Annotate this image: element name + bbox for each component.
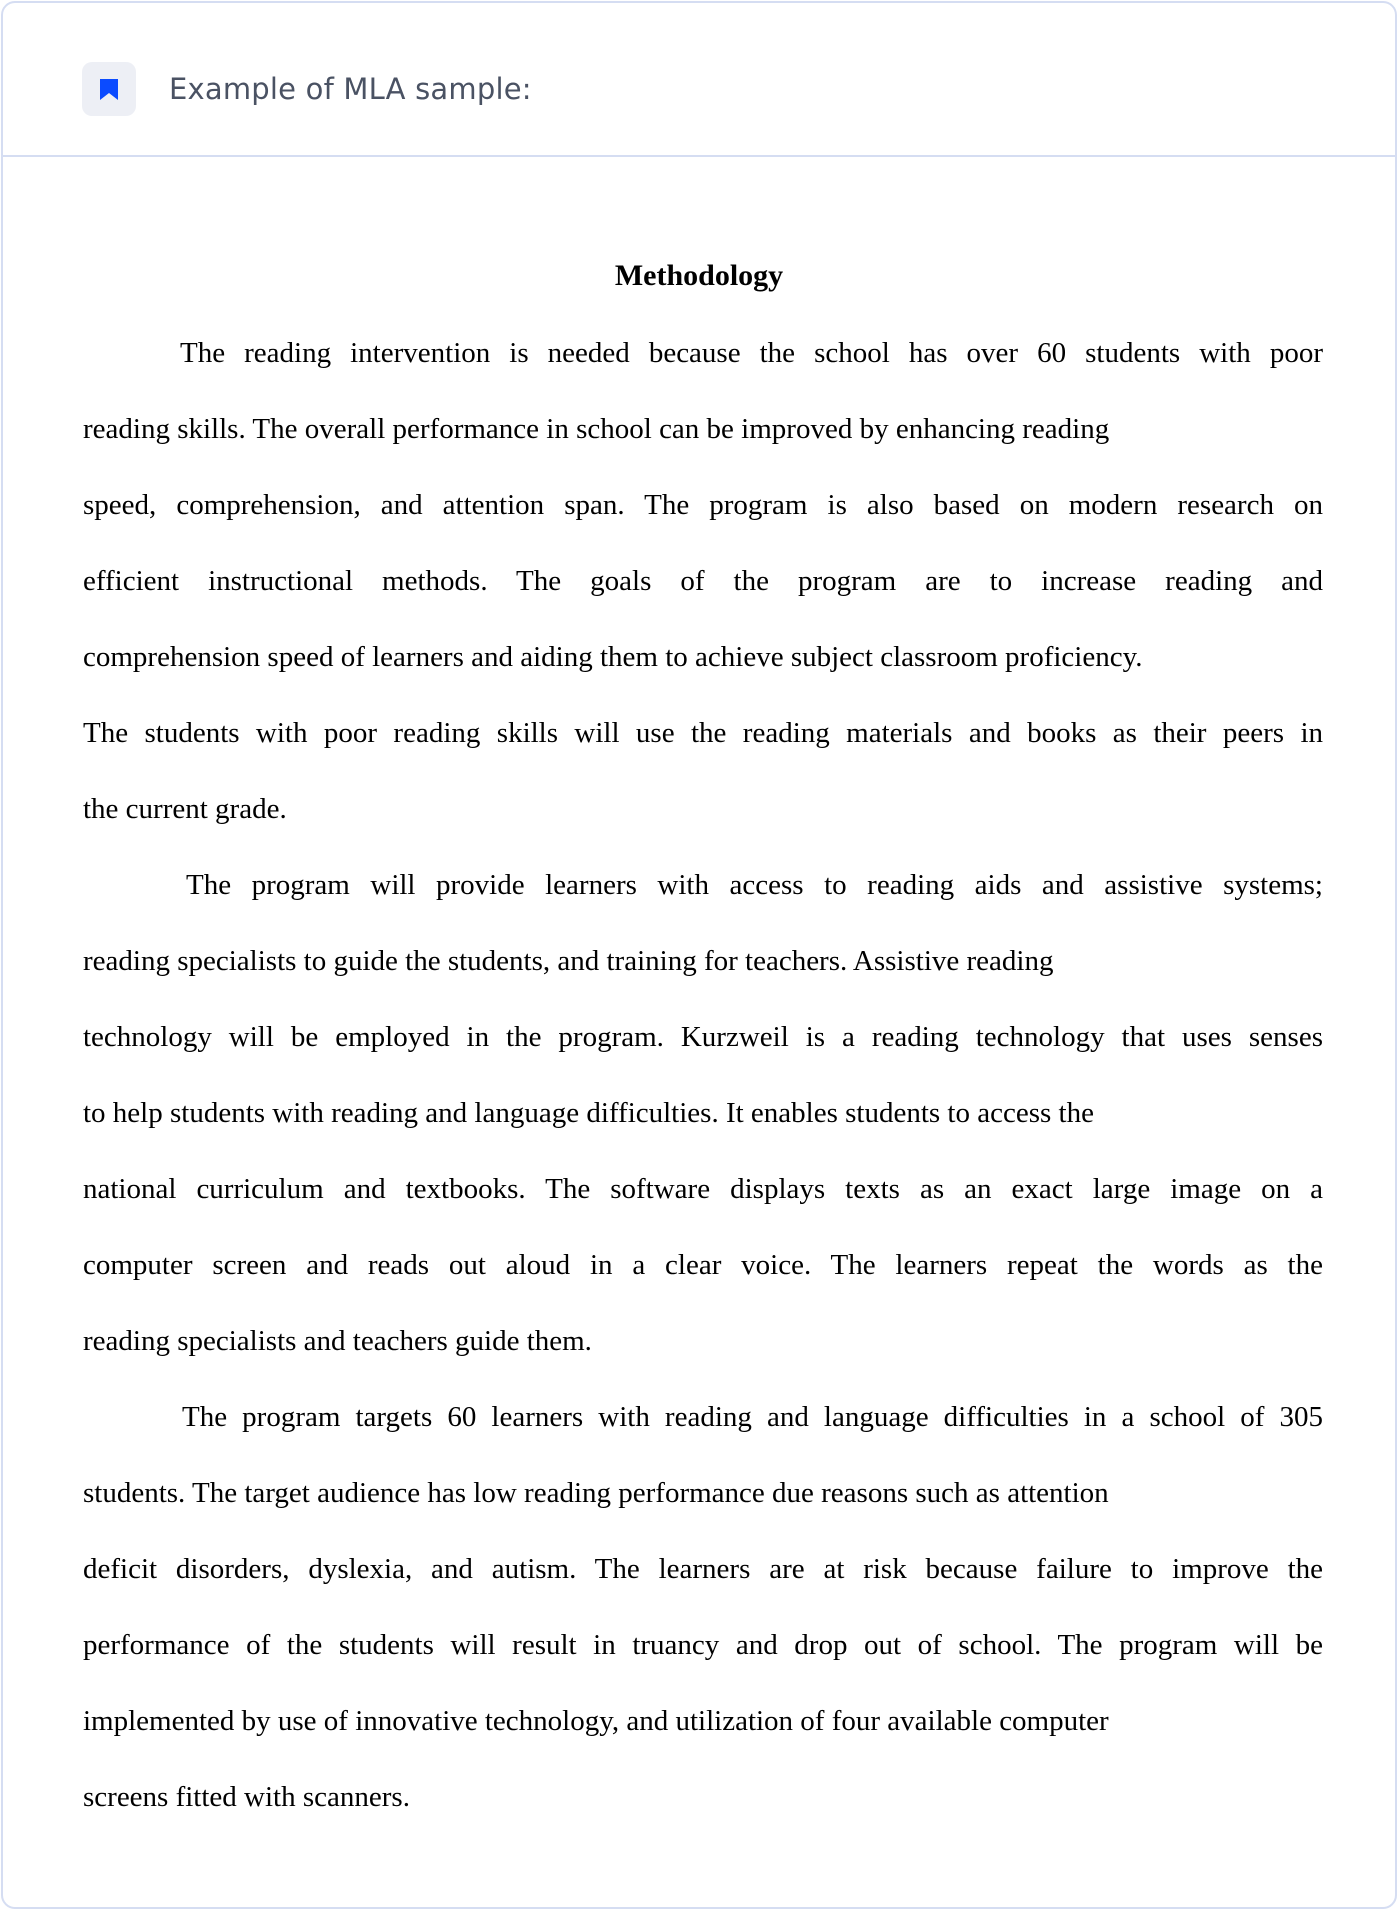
text-line: The program targets 60 learners with reading and language difficulties in a school of 305 [182,1401,1323,1433]
header-title: Example of MLA sample: [169,72,532,106]
text-line: The reading intervention is needed because the school has over 60 students with poor [180,337,1323,369]
text-line: reading specialists to guide the students, and training for teachers. Assistive reading [83,945,1054,977]
text-line: national curriculum and textbooks. The software displays texts as an exact large image on a [83,1173,1323,1205]
text-line: reading skills. The overall performance in school can be improved by enhancing reading [83,413,1110,445]
text-line: The students with poor reading skills will use the reading materials and books as their peers in [83,717,1323,749]
text-line: screens fitted with scanners. [83,1781,410,1813]
text-line: reading specialists and teachers guide them. [83,1325,592,1357]
text-line: implemented by use of innovative technology, and utilization of four available computer [83,1705,1109,1737]
text-line: efficient instructional methods. The goals of the program are to increase reading and [83,565,1323,597]
text-line: computer screen and reads out aloud in a clear voice. The learners repeat the words as the [83,1249,1323,1281]
text-line: The program will provide learners with access to reading aids and assistive systems; [186,869,1323,901]
bookmark-icon-box [82,62,136,116]
card-header [3,3,1395,157]
text-line: deficit disorders, dyslexia, and autism. The learners are at risk because failure to improve the [83,1553,1323,1585]
section-heading: Methodology [614,259,784,292]
text-line: comprehension speed of learners and aiding them to achieve subject classroom proficiency. [83,641,1143,673]
bookmark-icon [100,79,118,100]
text-line: speed, comprehension, and attention span. The program is also based on modern research on [83,489,1323,521]
sample-card [1,1,1397,1909]
text-line: to help students with reading and language difficulties. It enables students to access the [83,1097,1094,1129]
text-line: performance of the students will result in truancy and drop out of school. The program will be [83,1629,1323,1661]
text-line: students. The target audience has low reading performance due reasons such as attention [83,1477,1109,1509]
text-line: the current grade. [83,793,287,825]
text-line: technology will be employed in the program. Kurzweil is a reading technology that uses senses [83,1021,1323,1053]
